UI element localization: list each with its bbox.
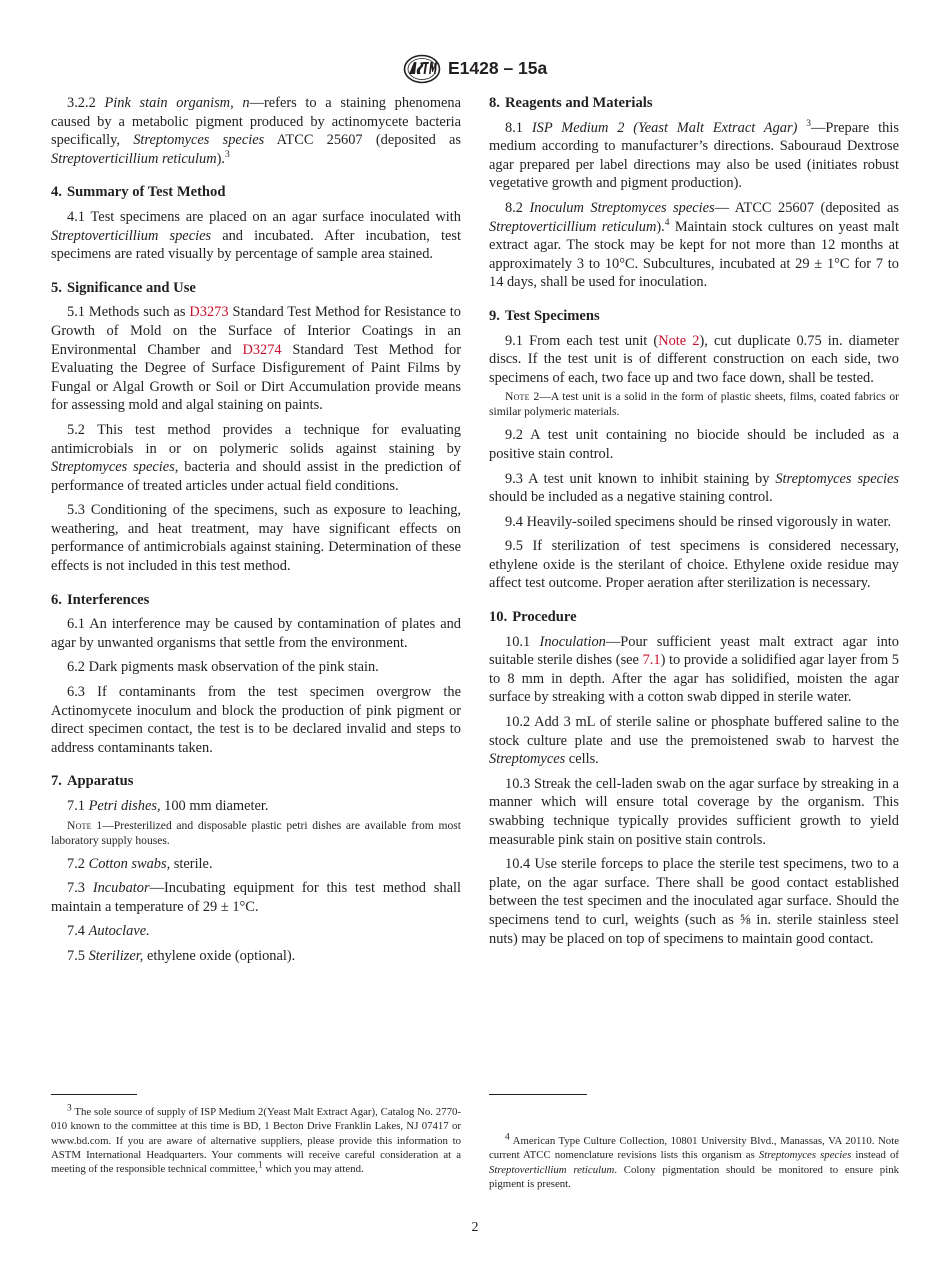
paragraph-7-1: 7.1 Petri dishes, 100 mm diameter. <box>67 798 269 814</box>
footnote-ref-3[interactable]: 3 <box>224 149 230 160</box>
astm-logo-icon <box>403 54 441 84</box>
paragraph-9-2: 9.2 A test unit containing no biocide should be included as a positive stain control. <box>489 427 899 462</box>
paragraph-6-1: 6.1 An interference may be caused by contamination of plates and agar by unwanted organisms that settle from the environment. <box>51 616 461 651</box>
paragraph-9-5: 9.5 If sterilization of test specimens is considered necessary, ethylene oxide is the sterilant of choice. Ethylene oxide residue may affect test outcome. Proper aeration after sterilization is necessary. <box>489 538 899 592</box>
paragraph-5-3: 5.3 Conditioning of the specimens, such as exposure to leaching, weathering, and heat treatment, may have significant effects on performance of antimicrobials against staining. Determination of these effects is not included in this test method. <box>51 502 461 575</box>
section-8-heading: 8. Reagents and Materials <box>489 95 653 111</box>
paragraph-7-4: 7.4 Autoclave. <box>67 923 150 940</box>
section-9-heading: 9. Test Specimens <box>489 307 600 324</box>
section-4-heading: 4. Summary of Test Method <box>51 184 226 201</box>
paragraph-5-1: 5.1 Methods such as D3273 Standard Test Method for Resistance to Growth of Mold on the Surface of Interior Coatings in an Environmental Chamber and D3274 Standard Test Method for Evaluating the Degree of Surface Disfigurement of Paint Films by Fungal or Algal Growth or Soil or Dirt Accumulation provide means for assessing mold and algal staining on paints. <box>51 304 462 414</box>
paragraph-6-2: 6.2 Dark pigments mask observation of the pink stain. <box>67 659 379 676</box>
paragraph-10-2: 10.2 Add 3 mL of sterile saline or phosphate buffered saline to the stock culture plate and use the premoistened swab to harvest the Streptomyces cells. <box>489 714 899 768</box>
footnote-divider-right <box>489 1094 587 1095</box>
paragraph-6-3: 6.3 If contaminants from the test specimen overgrow the Actinomycete inoculum and block the production of pink pigment or direct specimen contact, the test is to be declared invalid and steps to address contaminants taken. <box>51 684 461 756</box>
page-number: 2 <box>471 1220 479 1235</box>
paragraph-8-1: 8.1 ISP Medium 2 (Yeast Malt Extract Agar) $^3$—Prepare this medium according to manufacturer’s directions. Sabouraud Dextrose agar prepared per label directions may also be used (initiates robust vegetative growth and pigment production). <box>489 118 899 192</box>
section-10-heading: 10. Procedure <box>489 609 577 626</box>
footnote-3: $^3$ The sole source of supply of ISP Medium 2(Yeast Malt Extract Agar), Catalog No. 2770-010 known to the committee at this time is BD, 1 Becton Drive Franklin Lakes, NJ 07417 or www.bd.com. If you are aware of alternative suppliers, please provide this information to ASTM International Headquarters. Your comments will receive careful consideration at a meeting of the responsible technical committee,$^1$ which you may attend. <box>51 1103 461 1176</box>
footnote-ref-4[interactable]: 4 <box>664 217 670 228</box>
paragraph-10-1: 10.1 Inoculation—Pour sufficient yeast malt extract agar into suitable sterile dishes (see 7.1) to provide a solidified agar layer from 5 to 8 mm in depth. After the agar has solidified, moisten the agar surface by streaking with a cotton swab dipped in sterile water. <box>489 633 899 706</box>
section-6-heading: 6. Interferences <box>51 591 150 608</box>
document-designation: E1428 – 15a <box>448 58 548 78</box>
paragraph-4-1: 4.1 Test specimens are placed on an agar surface inoculated with Streptoverticillium species and incubated. After incubation, test specimens are rated visually by percentage of sample area stained. <box>51 208 462 263</box>
paragraph-7-3: 7.3 Incubator—Incubating equipment for this test method shall maintain a temperature of 29 ± 1°C. <box>51 880 461 915</box>
section-7-heading: 7. Apparatus <box>51 773 134 790</box>
paragraph-9-4: 9.4 Heavily-soiled specimens should be rinsed vigorously in water. <box>505 513 892 530</box>
footnote-divider-left <box>51 1094 137 1095</box>
left-column <box>51 94 461 972</box>
paragraph-5-2: 5.2 This test method provides a technique for evaluating antimicrobials in or on polymeric solids against staining by Streptomyces species, bacteria and should assist in the prediction of performance of treated articles under actual field conditions. <box>51 421 462 494</box>
link-d3274[interactable]: D3274 <box>242 341 282 358</box>
paragraph-3-2-2: 3.2.2 Pink stain organism, n—refers to a staining phenomena caused by a metabolic pigment produced by actinomycete bacteria specifically, Streptomyces species ATCC 25607 (deposited as Streptoverticillium reticulum).$^3$ <box>51 95 462 167</box>
paragraph-9-1: 9.1 From each test unit (Note 2), cut duplicate 0.75 in. diameter discs. If the test unit is of different construction on each side, two specimens of each, two face up and two face down, shall be tested. <box>489 332 899 386</box>
footnote-4: $^4$ American Type Culture Collection, 10801 University Blvd., Manassas, VA 20110. Note current ATCC nomenclature revisions lists this organism as Streptomyces species instead of Streptoverticllium reticulum. Colony pigmentation should be monitored to ensure pink pigment is present. <box>489 1132 899 1190</box>
paragraph-10-3: 10.3 Streak the cell-laden swab on the agar surface by streaking in a manner which will ensure total coverage by the organism. This swabbing technique typically provides sufficient growth to yield measurable pink stain on positive stain controls. <box>489 775 899 848</box>
link-7-1[interactable]: 7.1 <box>642 652 661 669</box>
right-column <box>489 94 899 954</box>
note-2: Note 2—A test unit is a solid in the form of plastic sheets, films, coated fabrics or similar polymeric materials. <box>489 390 900 419</box>
footnote-ref-3b[interactable]: 3 <box>806 118 811 129</box>
paragraph-7-5: 7.5 Sterilizer, ethylene oxide (optional). <box>67 947 296 964</box>
page-header <box>0 50 950 90</box>
paragraph-7-2: 7.2 Cotton swabs, sterile. <box>67 855 213 872</box>
link-note-2[interactable]: Note 2 <box>658 332 700 349</box>
section-5-heading: 5. Significance and Use <box>51 279 196 296</box>
note-1: Note 1—Presterilized and disposable plastic petri dishes are available from most laboratory supply houses. <box>51 818 461 847</box>
paragraph-10-4: 10.4 Use sterile forceps to place the sterile test specimens, two to a plate, on the agar surface. There shall be good contact established between the test specimen and the inoculated agar surface. Should the specimens tend to curl, weights (such as ⅝ in. sterile stainless steel nuts) may be placed on top of specimens to maintain good contact. <box>489 856 899 947</box>
paragraph-9-3: 9.3 A test unit known to inhibit staining by Streptomyces species should be included as a negative staining control. <box>489 470 900 506</box>
paragraph-8-2: 8.2 Inoculum Streptomyces species— ATCC 25607 (deposited as Streptoverticillium reticulum).$^4$ Maintain stock cultures on yeast malt extract agar. The stock may be kept for not more than 12 months at approximately 3 to 10°C. Subcultures, incubated at 29 ± 1°C for 7 to 14 days, shall be used for inoculation. <box>489 199 899 291</box>
link-d3273[interactable]: D3273 <box>189 304 229 321</box>
